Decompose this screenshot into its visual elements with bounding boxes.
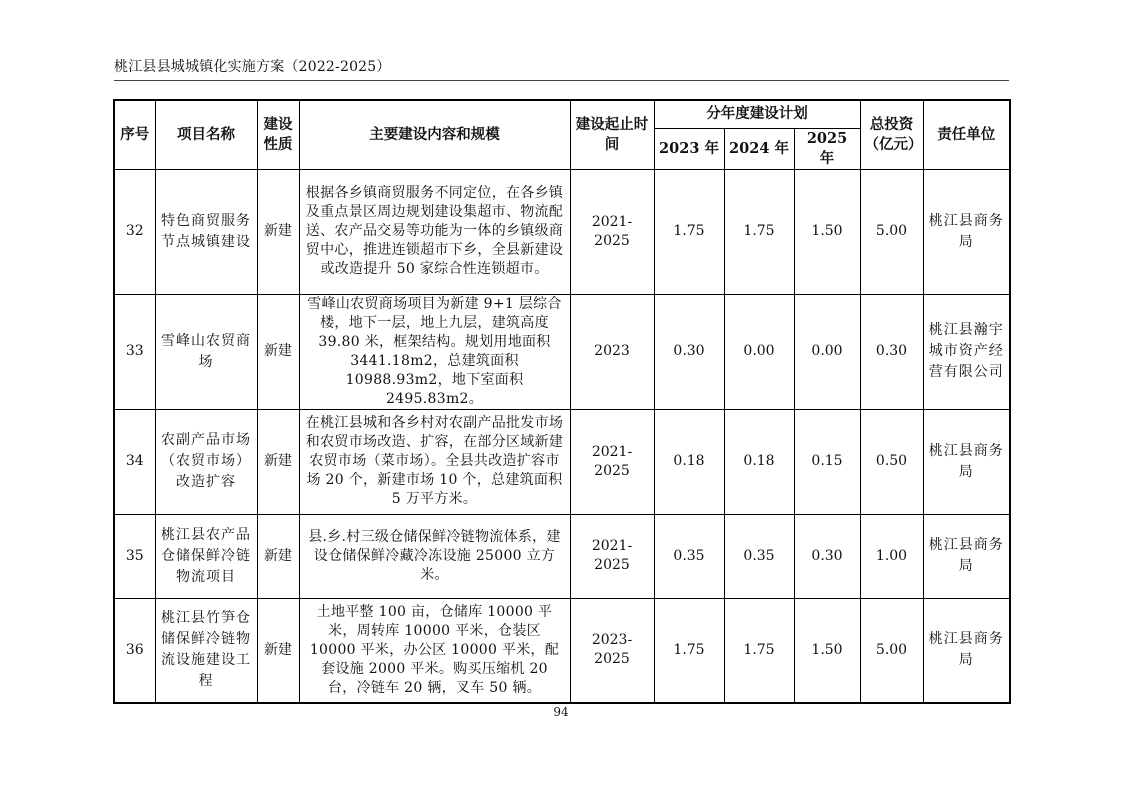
cell-unit: 桃江县商务局 [923, 409, 1010, 514]
table-row [114, 169, 1010, 294]
cell-2025: 1.50 [794, 169, 860, 294]
header-period: 建设起止时间 [570, 100, 654, 169]
cell-nature: 新建 [257, 169, 299, 294]
cell-nature: 新建 [257, 598, 299, 703]
table-row [114, 598, 1010, 703]
cell-name: 特色商贸服务节点城镇建设 [155, 169, 257, 294]
header-unit: 责任单位 [923, 100, 1010, 169]
cell-2024: 1.75 [724, 169, 794, 294]
cell-seq: 36 [114, 598, 155, 703]
cell-2025: 0.00 [794, 294, 860, 409]
cell-nature: 新建 [257, 409, 299, 514]
cell-seq: 34 [114, 409, 155, 514]
cell-2025: 1.50 [794, 598, 860, 703]
cell-period: 2021-2025 [570, 514, 654, 598]
page-number: 94 [553, 705, 569, 719]
header-2025: 2025 年 [794, 128, 860, 169]
cell-unit: 桃江县商务局 [923, 598, 1010, 703]
cell-name: 农副产品市场（农贸市场）改造扩容 [155, 409, 257, 514]
cell-2023: 0.30 [654, 294, 724, 409]
cell-name: 桃江县农产品仓储保鲜冷链物流项目 [155, 514, 257, 598]
header-annual-plan: 分年度建设计划 [654, 100, 860, 128]
cell-seq: 32 [114, 169, 155, 294]
cell-unit: 桃江县商务局 [923, 169, 1010, 294]
cell-nature: 新建 [257, 294, 299, 409]
cell-investment: 1.00 [860, 514, 923, 598]
table-header-row [114, 100, 1010, 128]
header-2023: 2023 年 [654, 128, 724, 169]
cell-period: 2021-2025 [570, 409, 654, 514]
cell-2024: 0.35 [724, 514, 794, 598]
cell-content: 根据各乡镇商贸服务不同定位，在各乡镇及重点景区周边规划建设集超市、物流配送、农产品交易等功能为一体的乡镇级商贸中心，推进连锁超市下乡，全县新建设或改造提升 50 家综合性连锁超市。 [299, 169, 570, 294]
table-row [114, 409, 1010, 514]
cell-investment: 5.00 [860, 169, 923, 294]
header-name: 项目名称 [155, 100, 257, 169]
header-rule [114, 80, 1009, 81]
cell-name: 桃江县竹笋仓储保鲜冷链物流设施建设工程 [155, 598, 257, 703]
cell-period: 2021-2025 [570, 169, 654, 294]
cell-unit: 桃江县瀚宇城市资产经营有限公司 [923, 294, 1010, 409]
header-nature: 建设性质 [257, 100, 299, 169]
table-row [114, 514, 1010, 598]
cell-2023: 1.75 [654, 598, 724, 703]
cell-name: 雪峰山农贸商场 [155, 294, 257, 409]
cell-2024: 0.18 [724, 409, 794, 514]
cell-investment: 5.00 [860, 598, 923, 703]
cell-2025: 0.30 [794, 514, 860, 598]
cell-content: 雪峰山农贸商场项目为新建 9+1 层综合楼，地下一层，地上九层，建筑高度 39.80 米，框架结构。规划用地面积 3441.18m2，总建筑面积 10988.93m2，地下室面积 2495.83m2。 [299, 294, 570, 409]
header-seq: 序号 [114, 100, 155, 169]
document-header: 桃江县县城城镇化实施方案（2022-2025） [114, 59, 391, 75]
cell-content: 土地平整 100 亩，仓储库 10000 平米，周转库 10000 平米，仓装区 10000 平米，办公区 10000 平米，配套设施 2000 平米。购买压缩机 20 台，冷链车 20 辆，叉车 50 辆。 [299, 598, 570, 703]
cell-investment: 0.50 [860, 409, 923, 514]
header-investment: 总投资（亿元） [860, 100, 923, 169]
cell-nature: 新建 [257, 514, 299, 598]
header-2024: 2024 年 [724, 128, 794, 169]
cell-2023: 0.35 [654, 514, 724, 598]
cell-2025: 0.15 [794, 409, 860, 514]
cell-2023: 0.18 [654, 409, 724, 514]
cell-investment: 0.30 [860, 294, 923, 409]
cell-seq: 35 [114, 514, 155, 598]
table-row [114, 294, 1010, 409]
cell-unit: 桃江县商务局 [923, 514, 1010, 598]
cell-period: 2023-2025 [570, 598, 654, 703]
cell-period: 2023 [570, 294, 654, 409]
cell-2024: 1.75 [724, 598, 794, 703]
cell-2023: 1.75 [654, 169, 724, 294]
cell-content: 县.乡.村三级仓储保鲜冷链物流体系，建设仓储保鲜冷藏冷冻设施 25000 立方米。 [299, 514, 570, 598]
cell-content: 在桃江县城和各乡村对农副产品批发市场和农贸市场改造、扩容，在部分区域新建农贸市场（菜市场）。全县共改造扩容市场 20 个，新建市场 10 个，总建筑面积 5 万平方米。 [299, 409, 570, 514]
header-content: 主要建设内容和规模 [299, 100, 570, 169]
cell-seq: 33 [114, 294, 155, 409]
project-table [113, 99, 1011, 704]
cell-2024: 0.00 [724, 294, 794, 409]
